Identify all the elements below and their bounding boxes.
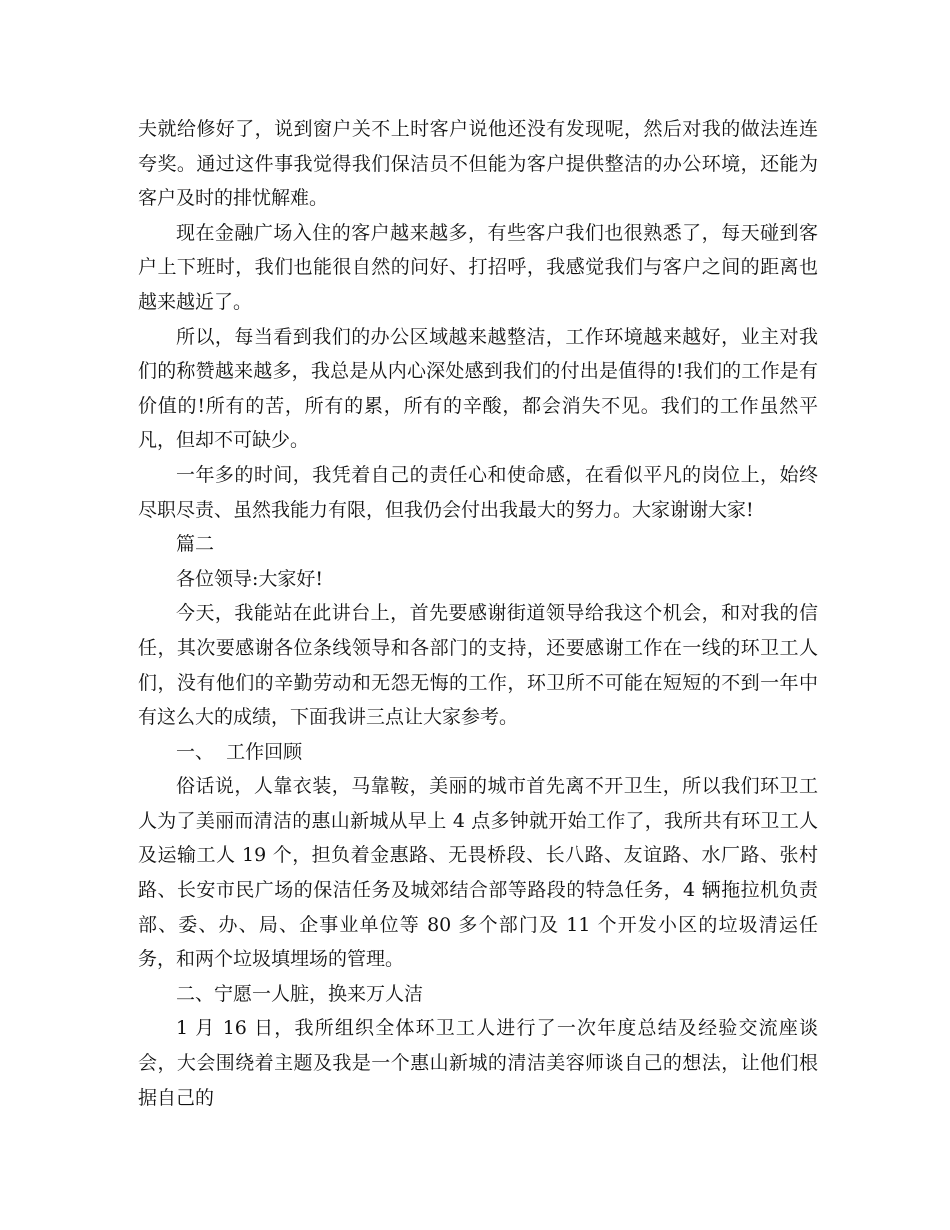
paragraph: 今天，我能站在此讲台上，首先要感谢街道领导给我这个机会，和对我的信任，其次要感谢各位条线领导和各部门的支持，还要感谢工作在一线的环卫工人们，没有他们的辛勤劳动和无怨无悔的工作，环卫所不可能在短短的不到一年中有这么大的成绩，下面我讲三点让大家参考。	[138, 602, 818, 729]
section-heading-work-review: 一、 工作回顾	[176, 740, 303, 763]
section-heading-two: 二、宁愿一人脏，换来万人洁	[176, 982, 424, 1005]
paragraph: 俗话说，人靠衣装，马靠鞍，美丽的城市首先离不开卫生，所以我们环卫工人为了美丽而清洁的惠山新城从早上 4 点多钟就开始工作了，我所共有环卫工人及运输工人 19 个，担负着金惠路、无畏桥段、长八路、友谊路、水厂路、张村路、长安市民广场的保洁任务及城郊结合部等路段的特急任务，4 辆拖拉机负责部、委、办、局、企事业单位等 80 多个部门及 11 个开发小区的垃圾清运任务，和两个垃圾填埋场的管理。	[138, 775, 818, 971]
paragraph: 夫就给修好了，说到窗户关不上时客户说他还没有发现呢，然后对我的做法连连夸奖。通过这件事我觉得我们保洁员不但能为客户提供整洁的办公环境，还能为客户及时的排忧解难。	[138, 118, 818, 210]
document-body	[138, 112, 818, 1115]
paragraph: 现在金融广场入住的客户越来越多，有些客户我们也很熟悉了，每天碰到客户上下班时，我们也能很自然的问好、打招呼，我感觉我们与客户之间的距离也越来越近了。	[138, 221, 818, 313]
section-title-part-two: 篇二	[176, 533, 215, 556]
paragraph: 所以，每当看到我们的办公区域越来越整洁，工作环境越来越好，业主对我们的称赞越来越多，我总是从内心深处感到我们的付出是值得的!我们的工作是有价值的!所有的苦，所有的累，所有的辛酸，都会消失不见。我们的工作虽然平凡，但却不可缺少。	[138, 325, 818, 452]
paragraph: 一年多的时间，我凭着自己的责任心和使命感，在看似平凡的岗位上，始终尽职尽责、虽然我能力有限，但我仍会付出我最大的努力。大家谢谢大家!	[138, 463, 818, 521]
salutation: 各位领导:大家好!	[176, 567, 324, 590]
paragraph: 1 月 16 日，我所组织全体环卫工人进行了一次年度总结及经验交流座谈会，大会围绕着主题及我是一个惠山新城的清洁美容师谈自己的想法，让他们根据自己的	[138, 1017, 818, 1109]
